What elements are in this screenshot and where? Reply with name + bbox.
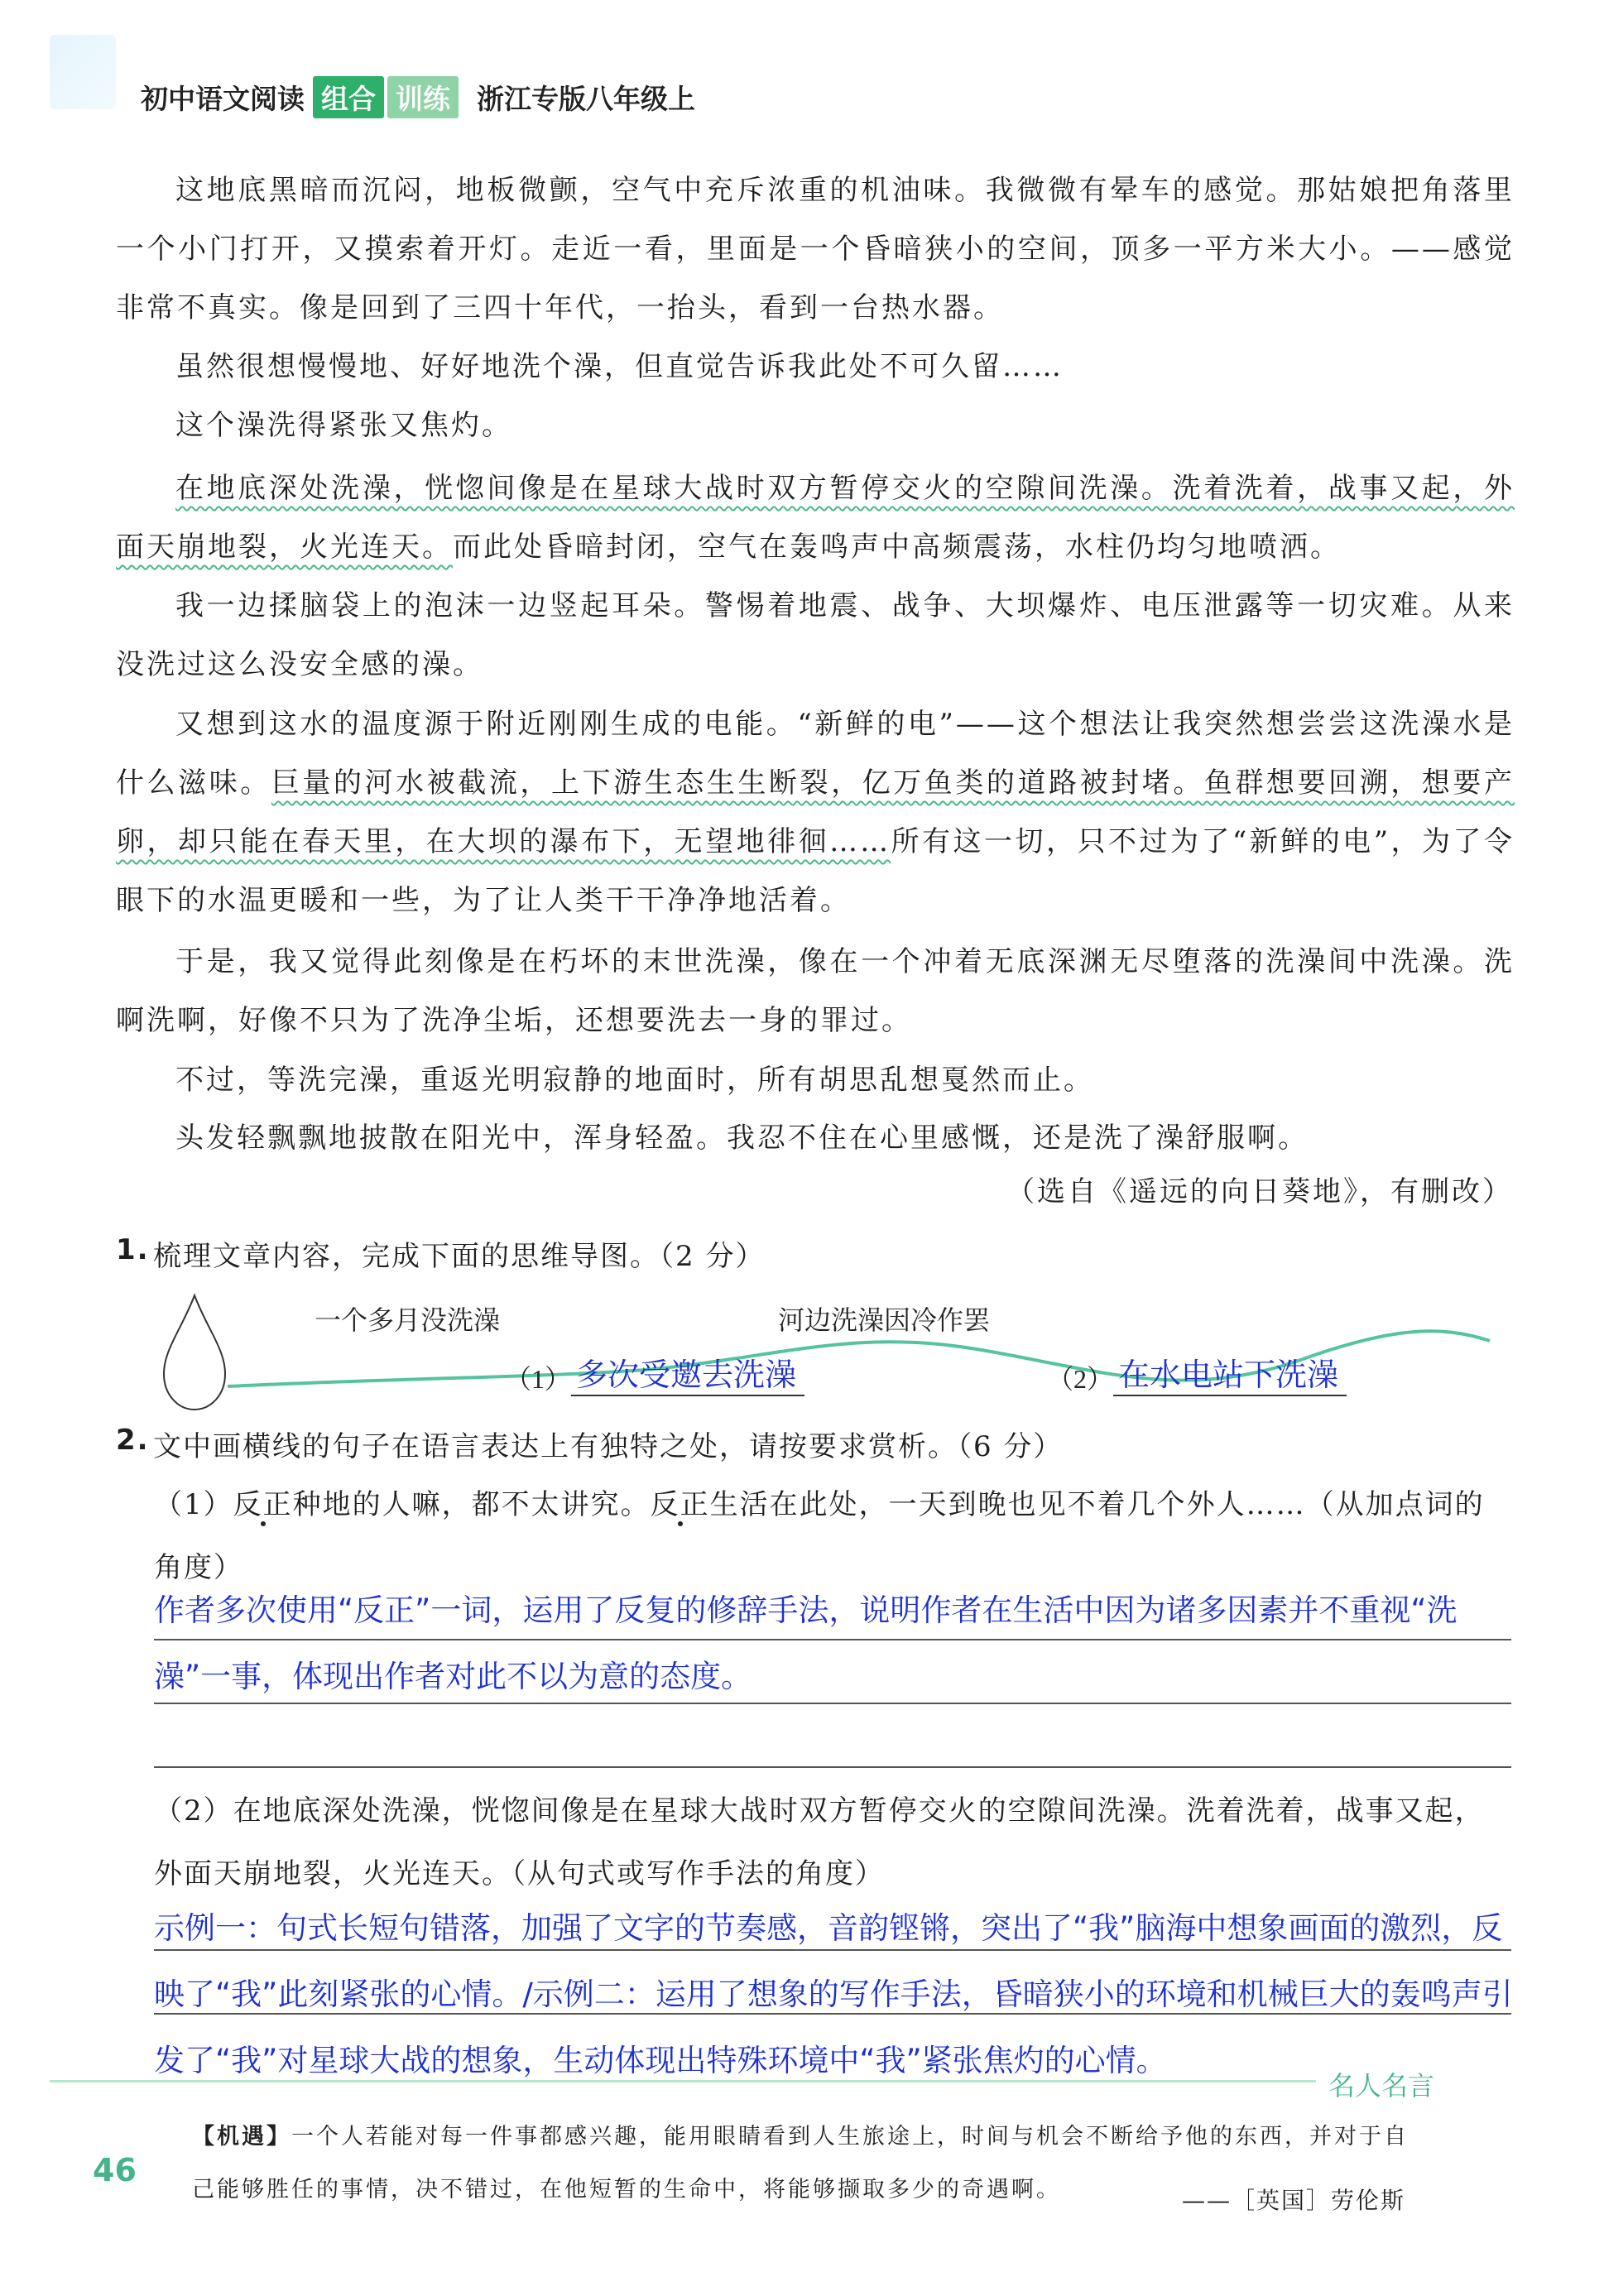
question-2-text: 文中画横线的句子在语言表达上有独特之处，请按要求赏析。（6 分） bbox=[153, 1430, 1064, 1463]
dotted-word-1 bbox=[233, 1488, 293, 1521]
tag-combination: 组合 bbox=[313, 76, 384, 118]
page-number: 46 bbox=[93, 2152, 137, 2188]
dotted-word-1-text: 反正 bbox=[233, 1488, 293, 1521]
sub-1-text-1: 种地的人嘛，都不太讲究。 bbox=[292, 1488, 651, 1521]
passage-paragraph-6-start: 又想到这水的温度源于附近刚刚生成的电能。“新鲜的电”——这个想法让我突然想尝尝这洗澡水是什么滋味。 bbox=[116, 708, 1515, 800]
dotted-word-2 bbox=[651, 1488, 710, 1521]
answer-sub-2: 示例一：句式长短句错落，加强了文字的节奏感，音韵铿锵，突出了“我”脑海中想象画面的激烈，反映了“我”此刻紧张的心情。/示例二：运用了想象的写作手法，昏暗狭小的环境和机械巨大的轰鸣声引发了“我”对星球大战的想象，生动体现出特殊环境中“我”紧张焦灼的心情。 bbox=[154, 1910, 1513, 2078]
answer-line-3 bbox=[154, 1766, 1511, 1768]
passage-paragraph-4-rest: 而此处昏暗封闭，空气在轰鸣声中高频震荡，水柱仍均匀地喷洒。 bbox=[453, 531, 1341, 564]
passage-paragraph-2: 虽然很想慢慢地、好好地洗个澡，但直觉告诉我此处不可久留…… bbox=[175, 350, 1064, 383]
book-title: 初中语文阅读 bbox=[141, 83, 305, 115]
sub-1-label: （1） bbox=[154, 1488, 233, 1521]
passage-source: （选自《遥远的向日葵地》，有删改） bbox=[1006, 1175, 1513, 1208]
mind-map-blank-2-answer: 在水电站下洗澡 bbox=[1118, 1357, 1339, 1393]
mind-map-blank-1-field bbox=[571, 1349, 804, 1396]
quote-attribution: ——［英国］劳伦斯 bbox=[1181, 2187, 1405, 2214]
underlined-sentence-1: 在地底深处洗澡，恍惚间像是在星球大战时双方暂停交火的空隙间洗澡。洗着洗着，战事又起，外面天崩地裂，火光连天。 bbox=[116, 472, 1515, 564]
sub-2-label: （2） bbox=[154, 1794, 233, 1828]
mind-map-blank-1-answer: 多次受邀去洗澡 bbox=[576, 1357, 797, 1393]
question-1 bbox=[116, 1233, 765, 1274]
footer-divider bbox=[50, 2080, 1316, 2082]
mind-map-blank-2 bbox=[1047, 1349, 1347, 1396]
passage-paragraph-4 bbox=[116, 459, 1515, 577]
answer-line-1 bbox=[154, 1639, 1511, 1640]
mind-map-blank-1-label: （1） bbox=[505, 1364, 572, 1394]
passage-paragraph-1: 这地底黑暗而沉闷，地板微颤，空气中充斥浓重的机油味。我微微有晕车的感觉。那姑娘把角落里一个小门打开，又摸索着开灯。走近一看，里面是一个昏暗狭小的空间，顶多一平方米大小。——感觉非常不真实。像是回到了三四十年代，一抬头，看到一台热水器。 bbox=[116, 174, 1515, 324]
footer-section-tag: 名人名言 bbox=[1328, 2070, 1435, 2101]
page-header bbox=[141, 76, 695, 118]
passage-paragraph-6 bbox=[116, 695, 1515, 930]
answer-sub-1: 作者多次使用“反正”一词，运用了反复的修辞手法，说明作者在生活中因为诸多因素并不重视“洗澡”一事，体现出作者对此不以为意的态度。 bbox=[154, 1592, 1458, 1694]
passage-paragraph-8: 不过，等洗完澡，重返光明寂静的地面时，所有胡思乱想戛然而止。 bbox=[175, 1064, 1094, 1097]
sub-2-text: 在地底深处洗澡，恍惚间像是在星球大战时双方暂停交火的空隙间洗澡。洗着洗着，战事又起，外面天崩地裂，火光连天。（从句式或写作手法的角度） bbox=[154, 1794, 1485, 1890]
mind-map-blank-2-label: （2） bbox=[1047, 1364, 1114, 1394]
question-1-text: 梳理文章内容，完成下面的思维导图。（2 分） bbox=[153, 1240, 766, 1273]
question-2-sub-2 bbox=[154, 1780, 1511, 1905]
underlined-sentence-2: 巨量的河水被截流，上下游生态生生断裂，亿万鱼类的道路被封堵。鱼群想要回溯，想要产卵，却只能在春天里，在大坝的瀑布下，无望地徘徊…… bbox=[116, 766, 1515, 858]
passage-paragraph-9: 头发轻飘飘地披散在阳光中，浑身轻盈。我忍不住在心里感慨，还是洗了澡舒服啊。 bbox=[175, 1122, 1309, 1155]
sub-1-text-2: 生活在此处，一天到晚也见不着几个外人……（从加点词的角度） bbox=[154, 1488, 1485, 1584]
tag-training: 训练 bbox=[387, 76, 459, 118]
edition-label: 浙江专版八年级上 bbox=[477, 83, 695, 115]
header-decoration bbox=[50, 35, 116, 109]
mind-map-blank-2-field bbox=[1113, 1349, 1347, 1396]
mind-map-node-a: 一个多月没洗澡 bbox=[315, 1305, 501, 1335]
answer-line-4 bbox=[154, 1949, 1511, 1951]
mind-map-node-b: 河边洗澡因冷作罢 bbox=[778, 1305, 991, 1335]
mind-map-drop-icon bbox=[164, 1295, 225, 1410]
passage-paragraph-5: 我一边揉脑袋上的泡沫一边竖起耳朵。警惕着地震、战争、大坝爆炸、电压泄露等一切灾难。从来没洗过这么没安全感的澡。 bbox=[116, 589, 1515, 681]
passage-paragraph-6-end: 所有这一切，只不过为了“新鲜的电”，为了令眼下的水温更暖和一些，为了让人类干干净净地活着。 bbox=[116, 825, 1515, 917]
answer-line-5 bbox=[154, 2013, 1511, 2015]
question-2 bbox=[116, 1424, 1063, 1464]
answer-line-2 bbox=[154, 1703, 1511, 1704]
passage-paragraph-3: 这个澡洗得紧张又焦灼。 bbox=[175, 409, 512, 442]
passage-paragraph-7: 于是，我又觉得此刻像是在朽坏的末世洗澡，像在一个冲着无底深渊无尽堕落的洗澡间中洗澡。洗啊洗啊，好像不只为了洗净尘垢，还想要洗去一身的罪过。 bbox=[116, 945, 1515, 1037]
quote-text: 一个人若能对每一件事都感兴趣，能用眼睛看到人生旅途上，时间与机会不断给予他的东西，并对于自己能够胜任的事情，决不错过，在他短暂的生命中，将能够撷取多少的奇遇啊。 bbox=[192, 2124, 1409, 2202]
quote-lead: 【机遇】 bbox=[192, 2124, 291, 2149]
mind-map-blank-1 bbox=[505, 1349, 804, 1396]
dotted-word-2-text: 反正 bbox=[650, 1488, 710, 1521]
question-2-number: 2. bbox=[116, 1424, 150, 1457]
question-1-number: 1. bbox=[116, 1233, 150, 1266]
